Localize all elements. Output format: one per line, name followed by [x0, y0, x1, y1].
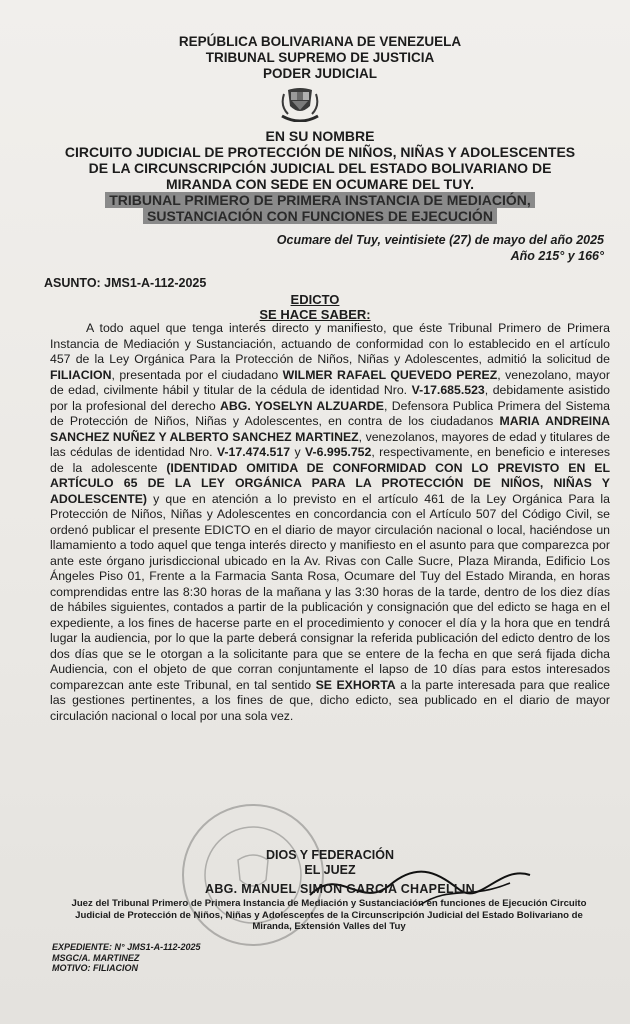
header-republic: REPÚBLICA BOLIVARIANA DE VENEZUELA	[178, 34, 462, 49]
date-line: Ocumare del Tuy, veintisiete (27) de mayo del año 2025	[276, 233, 604, 247]
title-block	[0, 292, 630, 322]
body-text-3: , venezolano, mayor de edad, civilmente hábil y titular de la cédula de identidad Nro.	[50, 367, 610, 397]
body-bold-lawyer: ABG. YOSELYN ALZUARDE	[220, 398, 384, 413]
date-block	[277, 232, 604, 264]
hace-saber-title: SE HACE SABER:	[259, 307, 371, 322]
body-text-4: , debidamente asistido por la profesional del derecho	[50, 383, 610, 413]
motivo: MOTIVO: FILIACION	[52, 963, 138, 973]
edict-body	[50, 321, 610, 724]
tribunal-highlight-1: TRIBUNAL PRIMERO DE PRIMERA INSTANCIA DE MEDIACIÓN,	[105, 192, 535, 208]
circuit-block	[40, 128, 600, 224]
expediente-number: EXPEDIENTE: N° JMS1-A-112-2025	[52, 942, 201, 952]
circuit-line-2: DE LA CIRCUNSCRIPCIÓN JUDICIAL DEL ESTADO BOLIVARIANO DE	[88, 160, 552, 176]
body-text-10: a la parte interesada para que realice las gestiones pertinentes, a los fines de que, dicho edicto, sea publicado en el diario de mayor circulación nacional o local por una sola vez.	[50, 677, 611, 723]
body-text-8: , respectivamente, en beneficio e intereses de la adolescente	[50, 445, 610, 475]
asunto-label: ASUNTO: JMS1-A-112-2025	[44, 276, 207, 290]
judge-title-line-3: Miranda, Extensión Valles del Tuy	[252, 921, 406, 932]
body-text-2: , presentada por el ciudadano	[111, 367, 283, 382]
judge-title-line-2: Judicial de Protección de Niños, Niñas y Adolescentes de la Circunscripción Judicial del Estado Bolivariano de	[75, 909, 583, 921]
body-text-5: , Defensora Publica Primera del Sistema de Protección de Niños, Niñas y Adolescentes, en contra de los ciudadanos	[50, 398, 610, 428]
body-text-9: y que en atención a lo previsto en el artículo 461 de la Ley Orgánica Para la Protección de Niños, Niñas y Adolescentes en concordancia con el Artículo 507 del Código Civil, se ordenó publicar el presente EDICTO en el diario de mayor circulación nacional o local, haciéndose un llamamiento a todo aquel que tenga interés directo y manifiesto en el asunto para que comparezca por ante este órgano jurisdiccional ubicado en la Av. Rivas con Calle Sucre, Plaza Miranda, Edificio Los Ángeles Piso 01, Frente a la Farmacia Santa Rosa, Ocumare del Tuy del Estado Miranda, en horas comprendidas entre las 8:30 horas de la mañana y las 3:30 horas de la tarde, dentro de los diez días de hábiles siguientes, contados a partir de la publicación y consignación que del edicto se haga en el expediente, a los fines de hacerse parte en el procedimiento y conocer el día y la hora que en tendrá lugar la audiencia, por lo que la parte deberá consignar la referida publicación del edicto dentro de los dos días que se le otorgan a la solicitante para que se entere de la fecha en que será fijada dicha Audiencia, con el objeto de que corran conjuntamente el lapso de 10 días para estos interesados comparezcan ante este Tribunal, en tal sentido	[50, 491, 610, 692]
document-header	[40, 34, 600, 82]
body-bold-applicant: WILMER RAFAEL QUEVEDO PEREZ	[282, 367, 498, 382]
el-juez: EL JUEZ	[304, 863, 356, 877]
footer-block	[52, 942, 200, 974]
body-text-7: y	[290, 445, 306, 459]
tribunal-highlight-2: SUSTANCIACIÓN CON FUNCIONES DE EJECUCIÓN	[143, 208, 497, 224]
en-su-nombre: EN SU NOMBRE	[265, 128, 375, 144]
body-bold-id-1: V-17.685.523	[411, 383, 485, 397]
dios-y-federacion: DIOS Y FEDERACIÓN	[265, 848, 395, 862]
judge-title	[44, 898, 614, 933]
judge-title-line-1: Juez del Tribunal Primero de Primera Instancia de Mediación y Sustanciación en funciones de Ejecución Circuito	[71, 898, 587, 909]
body-bold-id-2: V-17.474.517	[216, 445, 291, 459]
year-line: Año 215° y 166°	[510, 249, 604, 263]
body-text-1: A todo aquel que tenga interés directo y manifiesto, que éste Tribunal Primero de Primera Instancia de Mediación y Sustanciación, actuando de conformidad con lo establecido en el artículo 457 de la Ley Orgánica Para la Protección de Niños, Niñas y Adolescentes, admitió la solicitud de	[50, 321, 610, 366]
venezuela-coat-of-arms-icon	[280, 86, 320, 122]
header-tribunal: TRIBUNAL SUPREMO DE JUSTICIA	[205, 50, 435, 65]
edict-paragraph	[50, 321, 610, 724]
body-text-6: , venezolanos, mayores de edad y titulares de las cédulas de identidad Nro.	[50, 429, 610, 459]
body-bold-filiacion: FILIACION	[50, 367, 112, 382]
body-bold-defendants: MARIA ANDREINA SANCHEZ NUÑEZ Y ALBERTO SANCHEZ MARTINEZ	[50, 414, 610, 444]
judge-name: ABG. MANUEL SIMON GARCIA CHAPELLIN	[205, 882, 475, 896]
body-bold-omitted-identity: (IDENTIDAD OMITIDA DE CONFORMIDAD CON LO PREVISTO EN EL ARTÍCULO 65 DE LA LEY ORGÁNICA PARA LA PROTECCIÓN DE NIÑOS, NIÑAS Y ADOLESCENTE)	[50, 460, 610, 506]
body-bold-exhorta: SE EXHORTA	[315, 677, 396, 692]
header-poder: PODER JUDICIAL	[262, 66, 377, 81]
initials: MSGC/A. MARTINEZ	[52, 952, 140, 963]
edicto-title: EDICTO	[290, 292, 340, 307]
body-bold-id-3: V-6.995.752	[305, 445, 372, 459]
circuit-line-1: CIRCUITO JUDICIAL DE PROTECCIÓN DE NIÑOS, NIÑAS Y ADOLESCENTES	[64, 144, 576, 160]
circuit-line-3: MIRANDA CON SEDE EN OCUMARE DEL TUY.	[165, 176, 475, 192]
